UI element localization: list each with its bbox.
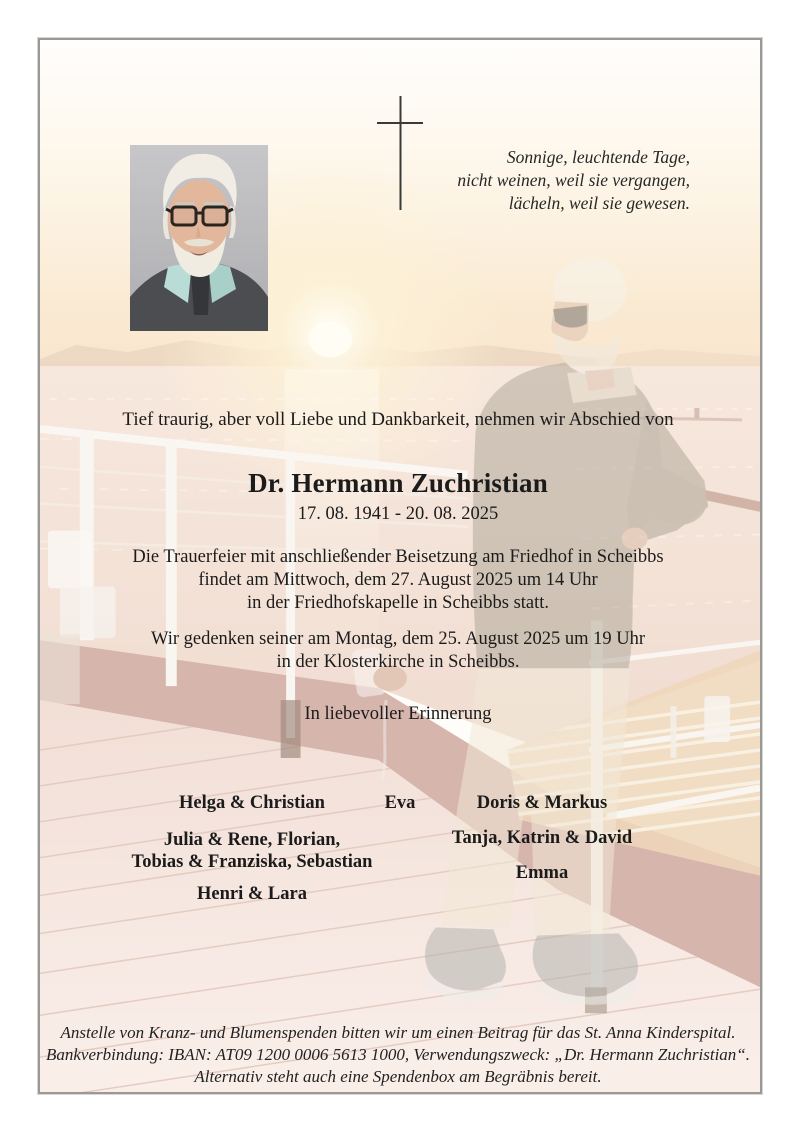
quote-line: nicht weinen, weil sie vergangen,: [457, 170, 690, 190]
funeral-line: findet am Mittwoch, dem 27. August 2025 um 14 Uhr: [198, 570, 598, 590]
mourner-name: Helga & Christian: [179, 793, 325, 813]
mourner-name: Tobias & Franziska, Sebastian: [131, 852, 373, 872]
donation-line: Bankverbindung: IBAN: AT09 1200 0006 5613 1000, Verwendungszweck: „Dr. Hermann Zuchristian“.: [45, 1045, 751, 1064]
quote: [338, 146, 690, 215]
mourner-name: Henri & Lara: [197, 884, 307, 904]
intro-line: Tief traurig, aber voll Liebe und Dankbarkeit, nehmen wir Abschied von: [122, 409, 674, 430]
memorial-line: Wir gedenken seiner am Montag, dem 25. August 2025 um 19 Uhr: [150, 629, 646, 649]
remembrance-line: In liebevoller Erinnerung: [304, 704, 492, 724]
funeral-line: in der Friedhofskapelle in Scheibbs statt.: [246, 593, 550, 613]
donation-note: [40, 1022, 756, 1088]
memorial-card: [38, 38, 762, 1094]
mourners-right-column: [402, 792, 682, 884]
mourner-name: Tanja, Katrin & David: [451, 828, 633, 848]
donation-line: Anstelle von Kranz- und Blumenspenden bitten wir um einen Beitrag für das St. Anna Kinderspital.: [60, 1023, 736, 1042]
mourner-name: Julia & Rene, Florian,: [163, 830, 341, 850]
mourner-name: Doris & Markus: [476, 793, 608, 813]
funeral-details: [40, 546, 756, 615]
quote-line: lächeln, weil sie gewesen.: [508, 193, 690, 213]
donation-line: Alternativ steht auch eine Spendenbox am Begräbnis bereit.: [194, 1067, 602, 1086]
life-dates: 17. 08. 1941 - 20. 08. 2025: [297, 504, 499, 524]
quote-line: Sonnige, leuchtende Tage,: [506, 147, 690, 167]
memorial-service: [40, 628, 756, 674]
deceased-name: Dr. Hermann Zuchristian: [248, 468, 548, 498]
memorial-line: in der Klosterkirche in Scheibbs.: [276, 652, 520, 672]
mourner-name: Eva: [384, 793, 416, 813]
mourner-name: Emma: [515, 863, 569, 883]
funeral-line: Die Trauerfeier mit anschließender Beisetzung am Friedhof in Scheibbs: [132, 547, 664, 567]
portrait-photo: [130, 145, 268, 331]
